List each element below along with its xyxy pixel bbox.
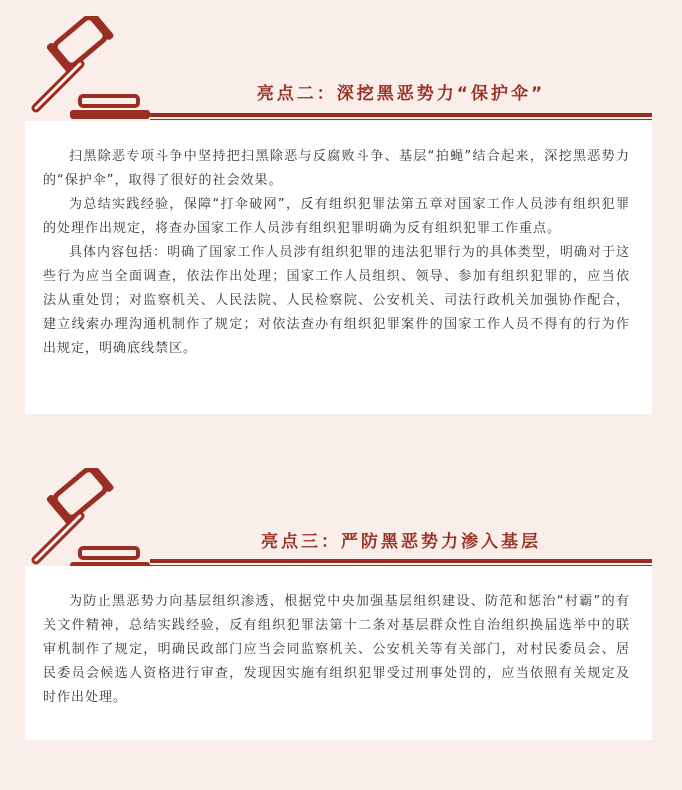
- gavel-icon: [22, 468, 152, 578]
- gavel-icon: [22, 16, 152, 126]
- paragraph: 为总结实践经验，保障“打伞破网”，反有组织犯罪法第五章对国家工作人员涉有组织犯罪的处理作出规定，将查办国家工作人员涉有组织犯罪明确为反有组织犯罪工作重点。: [43, 197, 630, 236]
- paragraph: 扫黑除恶专项斗争中坚持把扫黑除恶与反腐败斗争、基层“拍蝇”结合起来，深挖黑恶势力的“保护伞”，取得了很好的社会效果。: [43, 149, 630, 188]
- section-heading: 亮点二：深挖黑恶势力“保护伞”: [256, 84, 546, 104]
- content-card: [25, 121, 652, 414]
- highlight-3-section: [0, 460, 682, 750]
- paragraph: 具体内容包括：明确了国家工作人员涉有组织犯罪的违法犯罪行为的具体类型，明确对于这些行为应当全面调查，依法作出处理；国家工作人员组织、领导、参加有组织犯罪的，应当依法从重处罚；对监察机关、人民法院、人民检察院、公安机关、司法行政机关加强协作配合，建立线索办理沟通机制作了规定；对依法查办有组织犯罪案件的国家工作人员不得有的行为作出规定，明确底线禁区。: [43, 245, 630, 356]
- heading-rule-thick: [150, 559, 652, 563]
- content-card: [25, 566, 652, 740]
- section-heading: 亮点三：严防黑恶势力渗入基层: [261, 532, 541, 552]
- paragraph: 为防止黑恶势力向基层组织渗透，根据党中央加强基层组织建设、防范和惩治“村霸”的有关文件精神，总结实践经验，反有组织犯罪法第十二条对基层群众性自治组织换届选举中的联审机制作了规定，明确民政部门应当会同监察机关、公安机关等有关部门，对村民委员会、居民委员会候选人资格进行审查，发现因实施有组织犯罪受过刑事处罚的，应当依照有关规定及时作出处理。: [43, 594, 630, 705]
- heading-rule-thin: [150, 119, 652, 120]
- heading-rule-thick: [150, 113, 652, 117]
